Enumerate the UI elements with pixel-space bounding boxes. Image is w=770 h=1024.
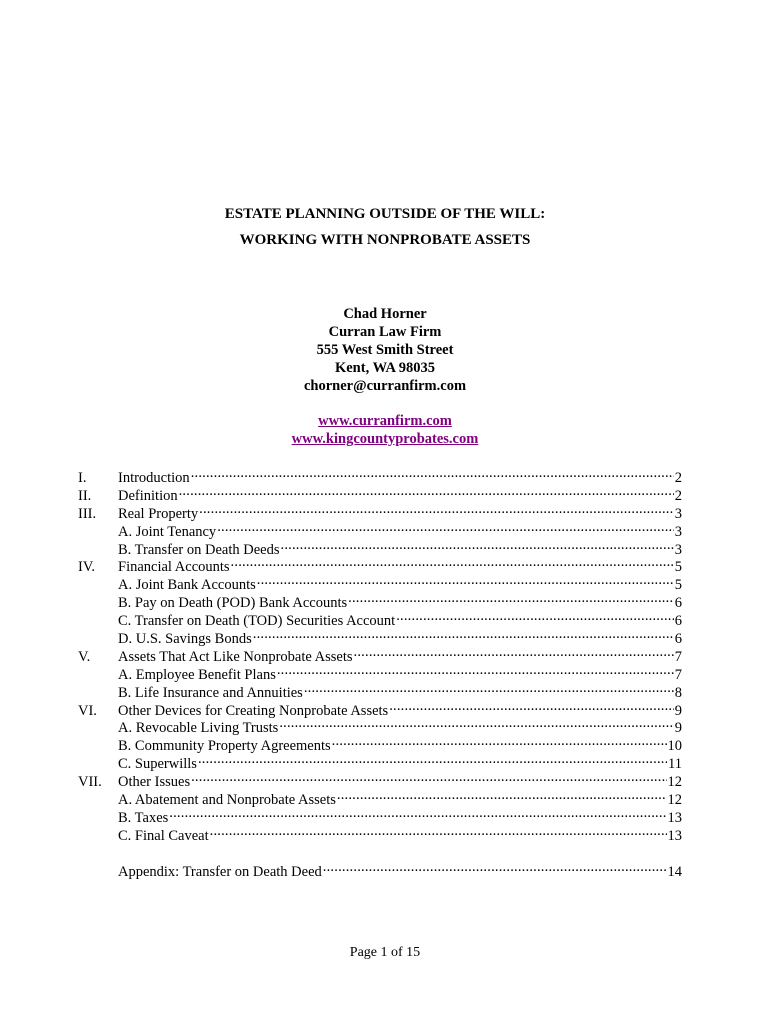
toc-subentry[interactable] xyxy=(78,822,682,844)
toc-dot-leader xyxy=(210,822,667,840)
toc-subentry[interactable] xyxy=(78,589,682,612)
toc-entry-label: C. Transfer on Death (TOD) Securities Account xyxy=(118,613,396,630)
toc-section-number: V. xyxy=(78,648,91,665)
toc-entry[interactable] xyxy=(78,553,682,576)
toc-dot-leader xyxy=(191,768,666,786)
toc-subentry[interactable] xyxy=(78,625,682,648)
toc-entry-label: B. Transfer on Death Deeds xyxy=(118,541,280,558)
toc-page-number: 9 xyxy=(674,702,682,719)
toc-entry[interactable] xyxy=(78,500,682,522)
toc-page-number: 9 xyxy=(674,720,682,737)
document-title-line-2: WORKING WITH NONPROBATE ASSETS xyxy=(239,232,531,248)
toc-entry-label: Other Issues xyxy=(118,774,191,791)
toc-subentry[interactable] xyxy=(78,750,682,773)
website-link-curranfirm[interactable]: www.curranfirm.com xyxy=(318,413,452,429)
toc-entry-label: Financial Accounts xyxy=(118,559,230,576)
firm-name: Curran Law Firm xyxy=(328,324,442,340)
toc-page-number: 7 xyxy=(674,648,682,665)
toc-entry-label: A. Employee Benefit Plans xyxy=(118,666,276,683)
toc-subentry[interactable] xyxy=(78,804,682,826)
toc-dot-leader xyxy=(198,750,667,768)
city-state-zip: Kent, WA 98035 xyxy=(334,360,436,376)
toc-dot-leader xyxy=(257,571,674,589)
toc-dot-leader xyxy=(277,661,674,679)
toc-appendix-label: Appendix: Transfer on Death Deed xyxy=(118,863,322,880)
toc-section-number: VI. xyxy=(78,702,97,719)
toc-entry-label: Real Property xyxy=(118,505,199,522)
toc-page-number: 3 xyxy=(674,505,682,522)
toc-section-number: I. xyxy=(78,470,87,486)
toc-dot-leader xyxy=(217,518,674,536)
toc-appendix-entry[interactable] xyxy=(78,858,682,880)
toc-page-number: 6 xyxy=(674,631,682,648)
toc-page-number: 13 xyxy=(667,827,682,844)
toc-page-number: 5 xyxy=(674,577,682,594)
toc-dot-leader xyxy=(279,714,673,732)
toc-entry-label: Definition xyxy=(118,487,178,504)
toc-dot-leader xyxy=(191,464,674,482)
toc-subentry[interactable] xyxy=(78,661,682,683)
toc-entry-label: B. Pay on Death (POD) Bank Accounts xyxy=(118,595,348,612)
toc-page-number: 11 xyxy=(668,756,682,773)
toc-entry-label: A. Abatement and Nonprobate Assets xyxy=(118,792,336,809)
toc-entry[interactable] xyxy=(78,482,682,504)
toc-entry-label: A. Joint Tenancy xyxy=(118,523,217,540)
toc-dot-leader xyxy=(337,786,667,804)
toc-page-number: 12 xyxy=(667,792,682,809)
website-links xyxy=(0,412,770,448)
table-of-contents xyxy=(78,464,682,880)
toc-subentry[interactable] xyxy=(78,679,682,701)
toc-subentry[interactable] xyxy=(78,536,682,558)
author-email: chorner@curranfirm.com xyxy=(303,378,467,394)
author-name: Chad Horner xyxy=(343,306,427,322)
toc-page-number: 2 xyxy=(674,470,682,486)
street-address: 555 West Smith Street xyxy=(316,342,454,358)
toc-dot-leader xyxy=(304,679,674,697)
toc-entry-label: C. Superwills xyxy=(118,756,197,773)
toc-entry-label: A. Revocable Living Trusts xyxy=(118,720,279,737)
toc-page-number: 14 xyxy=(667,863,682,880)
toc-dot-leader xyxy=(396,607,674,625)
document-title-line-1: ESTATE PLANNING OUTSIDE OF THE WILL: xyxy=(224,206,546,222)
toc-entry-label: Other Devices for Creating Nonprobate Assets xyxy=(118,702,389,719)
toc-subentry[interactable] xyxy=(78,732,682,755)
toc-section-number: III. xyxy=(78,505,97,522)
toc-entry-label: D. U.S. Savings Bonds xyxy=(118,631,252,648)
toc-dot-leader xyxy=(281,536,674,554)
toc-page-number: 6 xyxy=(674,595,682,612)
toc-page-number: 5 xyxy=(674,559,682,576)
toc-page-number: 12 xyxy=(667,774,682,791)
website-link-kingcountyprobates[interactable]: www.kingcountyprobates.com xyxy=(291,431,479,447)
toc-entry-label: Assets That Act Like Nonprobate Assets xyxy=(118,648,353,665)
toc-dot-leader xyxy=(169,804,666,822)
toc-section-number: IV. xyxy=(78,559,96,576)
toc-entry[interactable] xyxy=(78,768,682,791)
toc-entry-label: A. Joint Bank Accounts xyxy=(118,577,256,594)
toc-entry-label: B. Taxes xyxy=(118,809,169,826)
toc-dot-leader xyxy=(354,643,674,661)
toc-dot-leader xyxy=(231,553,674,571)
toc-page-number: 13 xyxy=(667,809,682,826)
toc-dot-leader xyxy=(199,500,674,518)
author-block xyxy=(0,305,770,395)
toc-page-number: 7 xyxy=(674,666,682,683)
toc-page-number: 2 xyxy=(674,487,682,504)
toc-entry-label: B. Life Insurance and Annuities xyxy=(118,684,303,701)
toc-subentry[interactable] xyxy=(78,786,682,809)
toc-dot-leader xyxy=(253,625,674,643)
toc-entry-label: C. Final Caveat xyxy=(118,827,209,844)
toc-dot-leader xyxy=(332,732,667,750)
toc-entry-label: B. Community Property Agreements xyxy=(118,738,331,755)
page-number: Page 1 of 15 xyxy=(349,945,421,960)
toc-section-number: VII. xyxy=(78,774,102,791)
toc-subentry[interactable] xyxy=(78,607,682,630)
toc-page-number: 10 xyxy=(667,738,682,755)
toc-page-number: 3 xyxy=(674,541,682,558)
toc-dot-leader xyxy=(323,858,667,876)
toc-subentry[interactable] xyxy=(78,571,682,594)
toc-entry-label: Introduction xyxy=(118,470,190,486)
toc-entry[interactable] xyxy=(78,697,682,719)
toc-dot-leader xyxy=(389,697,674,715)
toc-page-number: 3 xyxy=(674,523,682,540)
toc-page-number: 8 xyxy=(674,684,682,701)
toc-dot-leader xyxy=(348,589,674,607)
toc-section-number: II. xyxy=(78,487,92,504)
toc-subentry[interactable] xyxy=(78,518,682,540)
toc-dot-leader xyxy=(179,482,674,500)
toc-entry[interactable] xyxy=(78,464,682,486)
toc-page-number: 6 xyxy=(674,613,682,630)
toc-subentry[interactable] xyxy=(78,714,682,737)
toc-entry[interactable] xyxy=(78,643,682,665)
